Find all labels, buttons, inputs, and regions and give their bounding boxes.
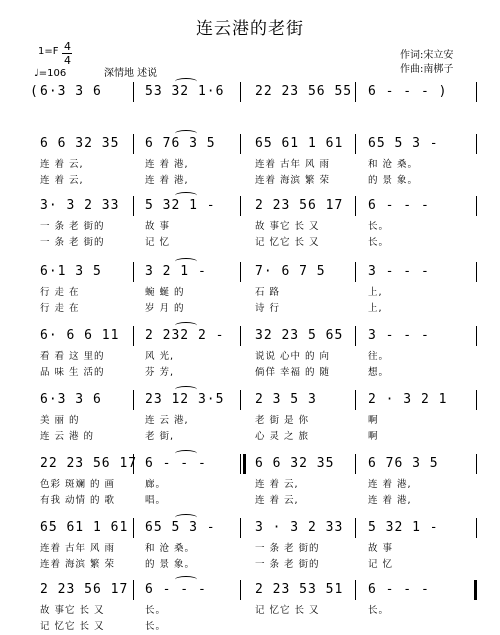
lyric-verse-2: 想。 [368, 367, 390, 378]
measure-notes: 6 6 32 35 [40, 136, 120, 151]
barline [133, 390, 134, 410]
lyric-verse-1: 和 沧 桑。 [368, 159, 419, 170]
lyric-verse-1: 连着 古年 风 雨 [255, 159, 331, 170]
lyric-verse-2: 长。 [368, 237, 390, 248]
lyric-verse-2: 连着 海滨 繁 荣 [255, 175, 331, 186]
slur-mark [175, 322, 197, 329]
measure-notes: 3 - - - [368, 264, 430, 279]
lyric-verse-1: 连着 古年 风 雨 [40, 543, 116, 554]
key-signature: 1=F [38, 46, 59, 57]
lyric-verse-2: 芬 芳, [145, 367, 175, 378]
lyric-verse-2: 岁 月 的 [145, 303, 185, 314]
lyric-verse-1: 连 着 港, [368, 479, 412, 490]
lyric-verse-1: 连 着 云, [40, 159, 84, 170]
lyric-verse-1: 记 忆它 长 又 [255, 605, 320, 616]
measure-notes: 6· 6 6 11 [40, 328, 120, 343]
slur-mark [175, 78, 197, 85]
lyric-verse-1: 连 着 云, [255, 479, 299, 490]
score-system [0, 582, 500, 632]
measure-notes: 2 23 56 17 [40, 582, 129, 597]
score-system [0, 84, 500, 134]
slur-mark [175, 576, 197, 583]
barline [355, 262, 356, 282]
slur-mark [175, 386, 197, 393]
lyric-verse-1: 长。 [145, 605, 167, 616]
lyric-verse-2: 行 走 在 [40, 303, 80, 314]
lyric-verse-2: 连 云 港 的 [40, 431, 95, 442]
lyric-verse-1: 美 丽 的 [40, 415, 80, 426]
lyric-verse-2: 记 忆它 长 又 [255, 237, 320, 248]
measure-notes: 6·3 3 6 [40, 84, 102, 99]
lyric-verse-2: 的 景 象。 [368, 175, 419, 186]
score-system [0, 392, 500, 442]
barline [355, 390, 356, 410]
measure-notes: 65 61 1 61 [255, 136, 344, 151]
barline [240, 82, 241, 102]
barline [476, 82, 477, 102]
barline [476, 134, 477, 154]
lyric-verse-2: 连 着 港, [368, 495, 412, 506]
measure-notes: 6 - - - ) [368, 84, 448, 99]
lyric-verse-1: 故 事它 长 又 [255, 221, 320, 232]
barline [240, 262, 241, 282]
measure-notes: 32 23 5 65 [255, 328, 344, 343]
measure-notes: 23 12 3·5 [145, 392, 225, 407]
lyric-verse-2: 啊 [368, 431, 379, 442]
lyric-verse-1: 连 云 港, [145, 415, 189, 426]
measure-notes: 3 2 1 - [145, 264, 207, 279]
expression-marking: 深情地 述说 [104, 68, 158, 79]
lyric-verse-1: 石 路 [255, 287, 281, 298]
barline [355, 518, 356, 538]
lyric-verse-2: 倘佯 幸福 的 随 [255, 367, 331, 378]
slur-mark [175, 258, 197, 265]
score-system [0, 520, 500, 570]
measure-notes: 6 - - - [368, 582, 430, 597]
lyric-verse-1: 一 条 老 街的 [255, 543, 320, 554]
lyric-verse-1: 看 看 这 里的 [40, 351, 105, 362]
barline [476, 196, 477, 216]
measure-notes: 5 32 1 - [145, 198, 216, 213]
barline [355, 580, 356, 600]
lyric-verse-1: 长。 [368, 605, 390, 616]
score-system [0, 328, 500, 378]
barline [133, 262, 134, 282]
score-system [0, 198, 500, 248]
measure-notes: 2 23 56 17 [255, 198, 344, 213]
measure-notes: 3 · 3 2 33 [255, 520, 344, 535]
barline [355, 454, 356, 474]
barline [355, 82, 356, 102]
slur-mark [175, 514, 197, 521]
measure-notes: 6·3 3 6 [40, 392, 102, 407]
barline [240, 134, 241, 154]
song-title: 连云港的老街 [196, 19, 304, 39]
measure-notes: 6 76 3 5 [368, 456, 439, 471]
repeat-paren: ( [30, 84, 39, 99]
lyricist-credit: 作词:宋立安 [400, 50, 454, 61]
lyric-verse-2: 诗 行 [255, 303, 281, 314]
lyric-verse-2: 唱。 [145, 495, 167, 506]
barline [240, 580, 241, 600]
lyric-verse-2: 连着 海滨 繁 荣 [40, 559, 116, 570]
measure-notes: 6 - - - [368, 198, 430, 213]
barline [133, 580, 134, 600]
lyric-verse-2: 一 条 老 街的 [255, 559, 320, 570]
lyric-verse-1: 廊。 [145, 479, 167, 490]
lyric-verse-2: 有我 动情 的 歌 [40, 495, 116, 506]
lyric-verse-1: 故 事 [368, 543, 394, 554]
time-signature-top: 4 [64, 40, 71, 53]
measure-notes: 2 3 5 3 [255, 392, 317, 407]
measure-notes: 3· 3 2 33 [40, 198, 120, 213]
barline [240, 518, 241, 538]
slur-mark [175, 130, 197, 137]
repeat-barline [243, 454, 246, 474]
lyric-verse-1: 故 事 [145, 221, 171, 232]
barline [240, 454, 241, 474]
barline [240, 196, 241, 216]
lyric-verse-1: 啊 [368, 415, 379, 426]
lyric-verse-2: 记 忆 [145, 237, 171, 248]
tempo-marking: ♩=106 [34, 68, 67, 79]
barline [476, 390, 477, 410]
lyric-verse-2: 老 街, [145, 431, 175, 442]
lyric-verse-1: 老 街 是 你 [255, 415, 310, 426]
lyric-verse-1: 色彩 斑斓 的 画 [40, 479, 116, 490]
barline [476, 518, 477, 538]
lyric-verse-1: 说说 心中 的 向 [255, 351, 331, 362]
barline [476, 454, 477, 474]
measure-notes: 7· 6 7 5 [255, 264, 326, 279]
slur-mark [175, 192, 197, 199]
lyric-verse-1: 故 事它 长 又 [40, 605, 105, 616]
barline [355, 196, 356, 216]
barline [240, 326, 241, 346]
barline [476, 262, 477, 282]
barline [133, 196, 134, 216]
time-signature-bottom: 4 [64, 54, 71, 67]
barline [240, 390, 241, 410]
score-system [0, 136, 500, 186]
measure-notes: 65 5 3 - [368, 136, 439, 151]
lyric-verse-1: 连 着 港, [145, 159, 189, 170]
score-system [0, 456, 500, 506]
barline [355, 134, 356, 154]
lyric-verse-1: 蜿 蜒 的 [145, 287, 185, 298]
lyric-verse-2: 心 灵 之 旅 [255, 431, 310, 442]
measure-notes: 22 23 56 17 [40, 456, 138, 471]
measure-notes: 2 232 2 - [145, 328, 225, 343]
barline [133, 82, 134, 102]
lyric-verse-2: 连 着 云, [255, 495, 299, 506]
measure-notes: 6 - - - [145, 582, 207, 597]
lyric-verse-2: 长。 [145, 621, 167, 632]
slur-mark [175, 450, 197, 457]
barline [476, 326, 477, 346]
measure-notes: 65 61 1 61 [40, 520, 129, 535]
lyric-verse-1: 和 沧 桑。 [145, 543, 196, 554]
lyric-verse-2: 记 忆 [368, 559, 394, 570]
lyric-verse-2: 一 条 老 街的 [40, 237, 105, 248]
lyric-verse-2: 连 着 云, [40, 175, 84, 186]
lyric-verse-2: 的 景 象。 [145, 559, 196, 570]
lyric-verse-1: 风 光, [145, 351, 175, 362]
barline [133, 518, 134, 538]
lyric-verse-2: 记 忆它 长 又 [40, 621, 105, 632]
barline [133, 454, 134, 474]
lyric-verse-1: 往。 [368, 351, 390, 362]
measure-notes: 65 5 3 - [145, 520, 216, 535]
measure-notes: 6 76 3 5 [145, 136, 216, 151]
score-system [0, 264, 500, 314]
measure-notes: 6 6 32 35 [255, 456, 335, 471]
measure-notes: 2 · 3 2 1 [368, 392, 448, 407]
measure-notes: 5 32 1 - [368, 520, 439, 535]
lyric-verse-1: 长。 [368, 221, 390, 232]
composer-credit: 作曲:南梆子 [400, 64, 454, 75]
barline [133, 134, 134, 154]
lyric-verse-2: 连 着 港, [145, 175, 189, 186]
measure-notes: 2 23 53 51 [255, 582, 344, 597]
barline [355, 326, 356, 346]
measure-notes: 3 - - - [368, 328, 430, 343]
measure-notes: 6 - - - [145, 456, 207, 471]
measure-notes: 6·1 3 5 [40, 264, 102, 279]
barline [133, 326, 134, 346]
final-barline [474, 580, 477, 600]
lyric-verse-1: 行 走 在 [40, 287, 80, 298]
measure-notes: 22 23 56 55 [255, 84, 353, 99]
measure-notes: 53 32 1·6 [145, 84, 225, 99]
lyric-verse-1: 上, [368, 287, 383, 298]
lyric-verse-2: 品 味 生 活的 [40, 367, 105, 378]
lyric-verse-2: 上, [368, 303, 383, 314]
lyric-verse-1: 一 条 老 街的 [40, 221, 105, 232]
